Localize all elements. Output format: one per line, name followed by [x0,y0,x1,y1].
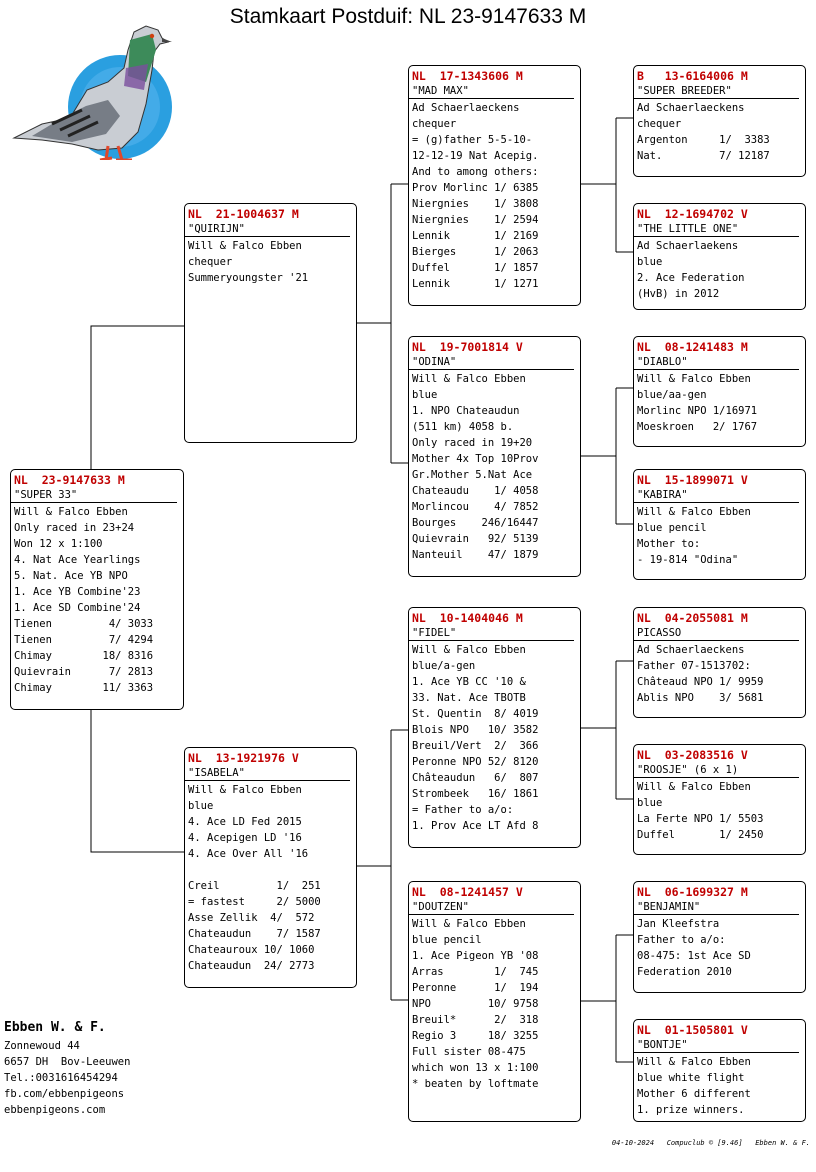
info-line: Gr.Mother 5.Nat Ace [412,469,533,481]
info-line: Mother 6 different [637,1088,751,1100]
info-line: 08-475: 1st Ace SD [637,950,751,962]
info-line: 1. Ace YB Combine'23 [14,586,141,598]
owner-website-link[interactable]: ebbenpigeons.com [4,1104,106,1116]
info-line: Mother to: [637,538,701,550]
pigeon-name: "THE LITTLE ONE" [634,221,799,237]
pigeon-card-father[interactable] [184,203,357,443]
info-line: chequer [412,118,457,130]
info-line: blue pencil [637,522,707,534]
info-line: Only raced in 23+24 [14,522,135,534]
info-line: 1. Ace SD Combine'24 [14,602,141,614]
info-line: Will & Falco Ebben [188,784,302,796]
info-line: 1. prize winners. [637,1104,745,1116]
info-line: Ablis NPO 3/ 5681 [637,692,764,704]
info-line: Father 07-1513702: [637,660,751,672]
info-line: Only raced in 19+20 [412,437,533,449]
pigeon-name: PICASSO [634,625,799,641]
owner-facebook-link[interactable]: fb.com/ebbenpigeons [4,1088,125,1100]
info-line: Will & Falco Ebben [14,506,128,518]
info-line: blue white flight [637,1072,745,1084]
info-line: Ad Schaerlaeckens [412,102,520,114]
pigeon-name: "SUPER BREEDER" [634,83,799,99]
info-line: Morlincou 4/ 7852 [412,501,539,513]
pigeon-name: "BONTJE" [634,1037,799,1053]
info-line: Will & Falco Ebben [412,644,526,656]
info-line: Jan Kleefstra [637,918,720,930]
info-line: (HvB) in 2012 [637,288,720,300]
info-line: 4. Ace LD Fed 2015 [188,816,302,828]
info-line: blue [188,800,214,812]
info-line: blue/a-gen [412,660,476,672]
ring-number: NL 21-1004637 M [188,207,299,221]
info-line: Blois NPO 10/ 3582 [412,724,539,736]
info-line: * beaten by loftmate [412,1078,539,1090]
info-line: 33. Nat. Ace TBOTB [412,692,526,704]
info-line: Asse Zellik 4/ 572 [188,912,315,924]
info-line: Strombeek 16/ 1861 [412,788,539,800]
pigeon-card-mm[interactable] [408,881,581,1122]
pigeon-card-mff[interactable] [633,607,806,718]
pigeon-name: "QUIRIJN" [185,221,350,237]
info-line: 12-12-19 Nat Acepig. [412,150,539,162]
info-line: Will & Falco Ebben [637,781,751,793]
info-line: 1. NPO Chateaudun [412,405,520,417]
ring-number: NL 23-9147633 M [14,473,125,487]
footer-credits: 04-10-2024 Compuclub © [9.46] Ebben W. & F. [611,1139,810,1147]
info-line: which won 13 x 1:100 [412,1062,539,1074]
pigeon-name: "ROOSJE" (6 x 1) [634,762,799,778]
info-line: Lennik 1/ 2169 [412,230,539,242]
info-line: Niergnies 1/ 3808 [412,198,539,210]
info-line: Niergnies 1/ 2594 [412,214,539,226]
info-line: Prov Morlinc 1/ 6385 [412,182,539,194]
info-line: Morlinc NPO 1/16971 [637,405,758,417]
pigeon-name: "DIABLO" [634,354,799,370]
pigeon-name: "ODINA" [409,354,574,370]
info-line: Chateaudu 1/ 4058 [412,485,539,497]
info-line: Ad Schaerlaekens [637,240,739,252]
ring-number: NL 15-1899071 V [637,473,748,487]
info-line: St. Quentin 8/ 4019 [412,708,539,720]
info-line: Nat. 7/ 12187 [637,150,770,162]
info-line: Bourges 246/16447 [412,517,539,529]
info-line: Won 12 x 1:100 [14,538,103,550]
ring-number: NL 08-1241483 M [637,340,748,354]
pigeon-name: "ISABELA" [185,765,350,781]
ring-number: NL 08-1241457 V [412,885,523,899]
info-line: blue [637,256,663,268]
info-line: blue/aa-gen [637,389,707,401]
owner-address-city: 6657 DH Bov-Leeuwen [4,1056,131,1068]
pigeon-card-mfm[interactable] [633,744,806,855]
info-line: 4. Ace Over All '16 [188,848,309,860]
info-line: Lennik 1/ 1271 [412,278,539,290]
info-line: Peronne 1/ 194 [412,982,539,994]
info-line: Tienen 4/ 3033 [14,618,154,630]
info-line: blue [412,389,438,401]
info-line: Father to a/o: [637,934,726,946]
info-line: Tienen 7/ 4294 [14,634,154,646]
info-line: Bierges 1/ 2063 [412,246,539,258]
info-line: Châteaud NPO 1/ 9959 [637,676,764,688]
owner-address-street: Zonnewoud 44 [4,1040,80,1052]
info-line: Ad Schaerlaeckens [637,102,745,114]
info-line: Will & Falco Ebben [412,373,526,385]
info-line: - 19-814 "Odina" [637,554,739,566]
ring-number: NL 03-2083516 V [637,748,748,762]
pigeon-card-fff[interactable] [633,65,806,177]
info-line: 1. Ace Pigeon YB '08 [412,950,539,962]
info-line: (511 km) 4058 b. [412,421,514,433]
info-line: = Father to a/o: [412,804,514,816]
owner-name: Ebben W. & F. [4,1020,106,1035]
info-line: Peronne NPO 52/ 8120 [412,756,539,768]
info-line: chequer [188,256,233,268]
info-line: Summeryoungster '21 [188,272,309,284]
info-line: Mother 4x Top 10Prov [412,453,539,465]
info-line: Quievrain 92/ 5139 [412,533,539,545]
pigeon-logo [12,20,182,160]
info-line: 5. Nat. Ace YB NPO [14,570,128,582]
info-line: Moeskroen 2/ 1767 [637,421,758,433]
info-line [188,862,356,878]
info-line: Will & Falco Ebben [637,373,751,385]
info-line: Chateaudun 7/ 1587 [188,928,321,940]
info-line: Full sister 08-475 [412,1046,526,1058]
info-line: Breuil* 2/ 318 [412,1014,539,1026]
info-line: 1. Ace YB CC '10 & [412,676,526,688]
info-line: Federation 2010 [637,966,732,978]
ring-number: B 13-6164006 M [637,69,748,83]
info-line: Chimay 18/ 8316 [14,650,154,662]
info-line: Chateaudun 24/ 2773 [188,960,315,972]
pigeon-card-ff[interactable] [408,65,581,306]
info-line: Will & Falco Ebben [188,240,302,252]
pigeon-card-mf[interactable] [408,607,581,848]
info-line: Breuil/Vert 2/ 366 [412,740,539,752]
info-line: chequer [637,118,682,130]
info-line: 4. Nat Ace Yearlings [14,554,141,566]
ring-number: NL 19-7001814 V [412,340,523,354]
info-line: And to among others: [412,166,539,178]
ring-number: NL 12-1694702 V [637,207,748,221]
info-line: Argenton 1/ 3383 [637,134,770,146]
info-line: Creil 1/ 251 [188,880,321,892]
info-line: Nanteuil 47/ 1879 [412,549,539,561]
info-line: Arras 1/ 745 [412,966,539,978]
info-line: blue [637,797,663,809]
ring-number: NL 17-1343606 M [412,69,523,83]
pigeon-name: "SUPER 33" [11,487,177,503]
ring-number: NL 06-1699327 M [637,885,748,899]
info-line: Regio 3 18/ 3255 [412,1030,539,1042]
info-line: Will & Falco Ebben [412,918,526,930]
info-line: Duffel 1/ 1857 [412,262,539,274]
info-line: 4. Acepigen LD '16 [188,832,302,844]
pigeon-card-ffm[interactable] [633,203,806,310]
info-line: Duffel 1/ 2450 [637,829,764,841]
info-line: = (g)father 5-5-10- [412,134,533,146]
pigeon-card-mmf[interactable] [633,881,806,993]
page-title: Stamkaart Postduif: NL 23-9147633 M [229,5,587,28]
pigeon-name: "MAD MAX" [409,83,574,99]
info-line: Châteaudun 6/ 807 [412,772,539,784]
pigeon-card-mmm[interactable] [633,1019,806,1122]
ring-number: NL 01-1505801 V [637,1023,748,1037]
pigeon-card-fmf[interactable] [633,336,806,447]
ring-number: NL 04-2055081 M [637,611,748,625]
info-line: Quievrain 7/ 2813 [14,666,154,678]
info-line: 2. Ace Federation [637,272,745,284]
owner-contact-block [4,1018,130,1118]
info-line: NPO 10/ 9758 [412,998,539,1010]
pigeon-card-fmm[interactable] [633,469,806,580]
pigeon-name: "BENJAMIN" [634,899,799,915]
info-line: La Ferte NPO 1/ 5503 [637,813,764,825]
info-line: 1. Prov Ace LT Afd 8 [412,820,539,832]
ring-number: NL 10-1404046 M [412,611,523,625]
info-line: Will & Falco Ebben [637,506,751,518]
info-line: Chimay 11/ 3363 [14,682,154,694]
ring-number: NL 13-1921976 V [188,751,299,765]
pigeon-name: "DOUTZEN" [409,899,574,915]
pigeon-name: "KABIRA" [634,487,799,503]
info-line: Will & Falco Ebben [637,1056,751,1068]
pigeon-name: "FIDEL" [409,625,574,641]
info-line: Chateauroux 10/ 1060 [188,944,315,956]
info-line: Ad Schaerlaeckens [637,644,745,656]
pigeon-card-mother[interactable] [184,747,357,988]
info-line: = fastest 2/ 5000 [188,896,321,908]
pigeon-card-subject[interactable] [10,469,184,710]
info-line: blue pencil [412,934,482,946]
pigeon-card-fm[interactable] [408,336,581,577]
owner-phone: Tel.:0031616454294 [4,1072,118,1084]
